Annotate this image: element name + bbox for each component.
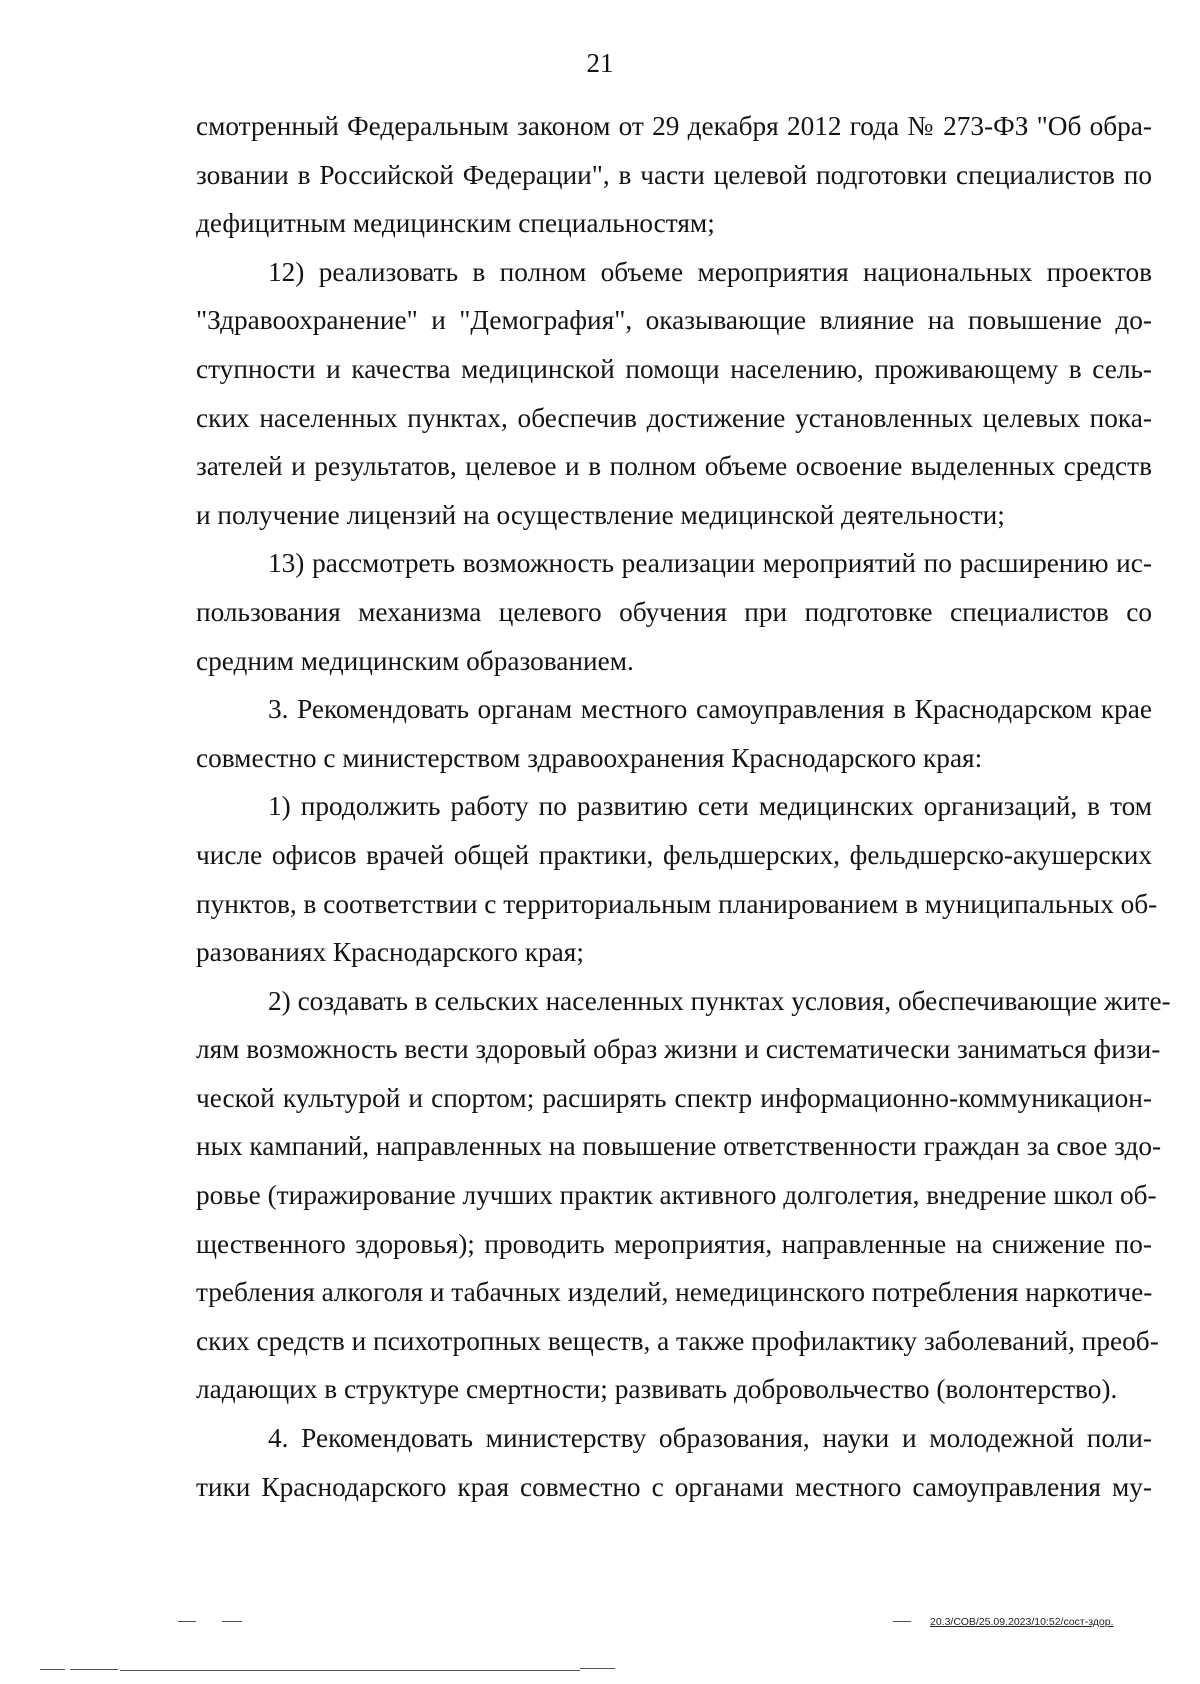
footer-stamp: 20.3/СОВ/25.09.2023/10:52/сост-здор.	[930, 1616, 1114, 1628]
text-line: "Здравоохранение" и "Демография", оказывающие влияние на повышение до-	[196, 305, 1152, 336]
scan-mark	[178, 1621, 196, 1622]
text-line: 2) создавать в сельских населенных пунктах условия, обеспечивающие жите-	[268, 985, 1171, 1016]
text-line: ладающих в структуре смертности; развивать добровольчество (волонтерство).	[196, 1374, 1118, 1405]
text-line: 12) реализовать в полном объеме мероприятия национальных проектов	[268, 256, 1152, 287]
scan-edge-line	[580, 1668, 615, 1669]
text-line: пунктов, в соответствии с территориальным планированием в муниципальных об-	[196, 888, 1158, 919]
text-line: смотренный Федеральным законом от 29 декабря 2012 года № 273-ФЗ "Об обра-	[196, 111, 1152, 141]
text-line: ступности и качества медицинской помощи населению, проживающему в сель-	[196, 353, 1152, 384]
text-line: тики Краснодарского края совместно с органами местного самоуправления му-	[196, 1471, 1152, 1502]
text-line: ных кампаний, направленных на повышение ответственности граждан за свое здо-	[196, 1131, 1162, 1162]
text-line: ровье (тиражирование лучших практик активного долголетия, внедрение школ об-	[196, 1180, 1157, 1211]
scan-edge-line	[70, 1669, 118, 1670]
text-line: щественного здоровья); проводить мероприятия, направленные на снижение по-	[196, 1228, 1152, 1259]
text-line: лям возможность вести здоровый образ жизни и систематически заниматься физи-	[196, 1034, 1161, 1065]
scan-mark	[893, 1621, 911, 1622]
text-line: требления алкоголя и табачных изделий, немедицинского потребления наркотиче-	[196, 1277, 1153, 1308]
scan-edge-line	[120, 1670, 580, 1671]
document-body	[196, 102, 1171, 1511]
text-line: 1) продолжить работу по развитию сети медицинских организаций, в том	[268, 791, 1152, 822]
scan-mark	[222, 1621, 242, 1622]
text-line: совместно с министерством здравоохранения Краснодарского края:	[196, 742, 983, 773]
text-line: и получение лицензий на осуществление медицинской деятельности;	[196, 499, 1005, 530]
text-line: пользования механизма целевого обучения при подготовке специалистов со	[196, 596, 1152, 627]
text-line: дефицитным медицинским специальностям;	[196, 208, 715, 239]
text-line: разованиях Краснодарского края;	[196, 937, 584, 968]
text-line: средним медицинским образованием.	[196, 645, 634, 676]
page-number: 21	[586, 48, 614, 78]
text-line: зателей и результатов, целевое и в полном объеме освоение выделенных средств	[196, 451, 1152, 482]
text-line: ческой культурой и спортом; расширять спектр информационно-коммуникацион-	[196, 1082, 1152, 1113]
text-line: числе офисов врачей общей практики, фельдшерских, фельдшерско-акушерских	[196, 839, 1152, 870]
text-line: зовании в Российской Федерации", в части целевой подготовки специалистов по	[196, 159, 1152, 190]
text-line: ских средств и психотропных веществ, а также профилактику заболеваний, преоб-	[196, 1325, 1159, 1356]
text-line: 13) рассмотреть возможность реализации мероприятий по расширению ис-	[268, 548, 1152, 579]
text-line: 3. Рекомендовать органам местного самоуправления в Краснодарском крае	[268, 694, 1152, 725]
text-line: ских населенных пунктах, обеспечив достижение установленных целевых пока-	[196, 402, 1152, 433]
text-line: 4. Рекомендовать министерству образования, науки и молодежной поли-	[268, 1423, 1152, 1454]
scan-edge-line	[40, 1669, 65, 1670]
